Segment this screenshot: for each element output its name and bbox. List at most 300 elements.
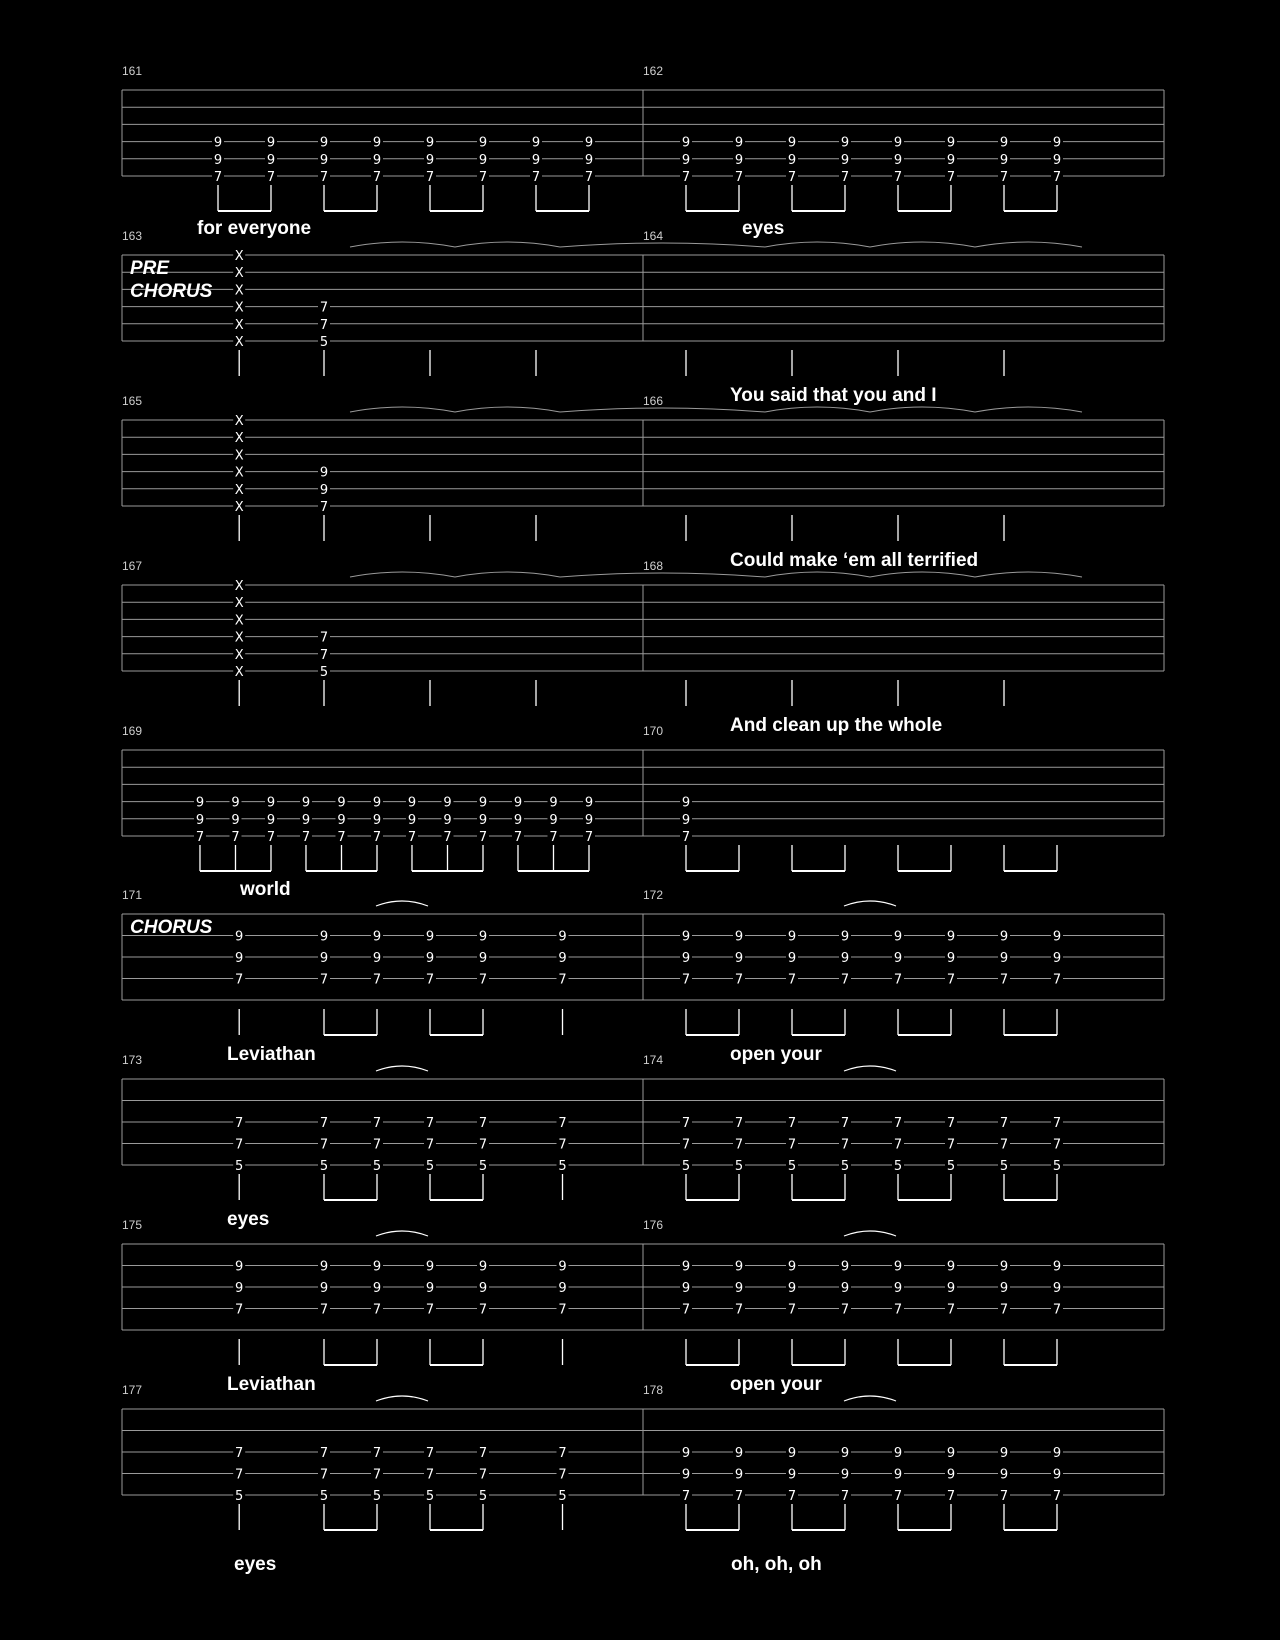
fret-number: 9 <box>478 1259 488 1275</box>
fret-number: 9 <box>337 795 346 811</box>
fret-number: 9 <box>787 1467 797 1483</box>
fret-number: 7 <box>999 170 1009 185</box>
fret-number: 9 <box>372 795 382 811</box>
fret-number: 9 <box>1052 135 1062 151</box>
fret-number: 9 <box>1052 152 1062 168</box>
fret-number: 7 <box>558 1137 567 1153</box>
fret-number: 9 <box>425 929 435 945</box>
fret-number: 7 <box>840 1137 850 1153</box>
fret-number: 7 <box>1052 1116 1062 1131</box>
fret-number: 9 <box>681 929 691 945</box>
fret-number: 7 <box>999 1489 1009 1504</box>
fret-number: 9 <box>999 1281 1009 1296</box>
fret-number: 9 <box>893 929 903 945</box>
dead-note: X <box>234 335 244 350</box>
fret-number: 7 <box>213 170 223 185</box>
lyric: You said that you and I <box>730 385 937 406</box>
tie <box>844 1396 896 1401</box>
fret-number: 9 <box>235 1259 244 1275</box>
fret-number: 5 <box>235 1159 244 1174</box>
fret-number: 7 <box>893 170 903 185</box>
measure-number: 163 <box>122 229 143 243</box>
fret-number: 7 <box>840 1302 850 1318</box>
fret-number: 9 <box>840 1259 850 1275</box>
fret-number: 9 <box>558 929 567 945</box>
fret-number: 9 <box>1052 951 1062 966</box>
fret-number: 9 <box>840 1446 850 1461</box>
measure-number: 173 <box>122 1053 143 1067</box>
fret-number: 9 <box>319 135 329 151</box>
dead-note: X <box>234 630 244 646</box>
dead-note: X <box>234 579 244 594</box>
tie <box>844 901 896 906</box>
fret-number: 9 <box>999 951 1009 966</box>
dead-note: X <box>234 283 244 299</box>
fret-number: 7 <box>372 830 382 845</box>
fret-number: 7 <box>478 1302 488 1318</box>
fret-number: 9 <box>372 1259 382 1275</box>
fret-number: 7 <box>999 1137 1009 1153</box>
fret-number: 9 <box>266 795 276 811</box>
fret-number: 9 <box>478 152 488 168</box>
fret-number: 7 <box>478 1116 488 1131</box>
fret-number: 7 <box>235 1302 244 1318</box>
fret-number: 9 <box>787 152 797 168</box>
fret-number: 7 <box>478 830 488 845</box>
fret-number: 9 <box>301 795 311 811</box>
fret-number: 9 <box>681 1446 691 1461</box>
fret-number: 7 <box>319 647 329 663</box>
fret-number: 7 <box>681 1302 691 1318</box>
lyric: Leviathan <box>227 1374 316 1395</box>
fret-number: 9 <box>1052 1281 1062 1296</box>
tie <box>560 243 765 247</box>
fret-number: 9 <box>893 951 903 966</box>
fret-number: 7 <box>946 1137 956 1153</box>
fret-number: 7 <box>319 1467 329 1483</box>
fret-number: 7 <box>231 830 240 845</box>
fret-number: 7 <box>319 1446 329 1461</box>
fret-number: 7 <box>372 1116 382 1131</box>
lyric: open your <box>730 1374 822 1395</box>
fret-number: 9 <box>787 135 797 151</box>
tie <box>560 573 765 577</box>
fret-number: 7 <box>319 317 329 333</box>
fret-number: 7 <box>840 1116 850 1131</box>
fret-number: 9 <box>734 1446 744 1461</box>
dead-note: X <box>234 665 244 680</box>
fret-number: 7 <box>1052 1302 1062 1318</box>
fret-number: 5 <box>999 1159 1009 1174</box>
fret-number: 7 <box>235 1446 244 1461</box>
fret-number: 9 <box>946 135 956 151</box>
fret-number: 7 <box>407 830 417 845</box>
fret-number: 9 <box>1052 1467 1062 1483</box>
fret-number: 7 <box>840 1489 850 1504</box>
lyric: And clean up the whole <box>730 715 943 736</box>
fret-number: 7 <box>840 170 850 185</box>
fret-number: 9 <box>584 795 594 811</box>
fret-number: 9 <box>946 1446 956 1461</box>
fret-number: 5 <box>425 1489 435 1504</box>
fret-number: 9 <box>478 795 488 811</box>
fret-number: 9 <box>1052 1259 1062 1275</box>
fret-number: 7 <box>425 1446 435 1461</box>
fret-number: 9 <box>407 812 417 828</box>
fret-number: 7 <box>372 1302 382 1318</box>
fret-number: 7 <box>893 972 903 988</box>
fret-number: 7 <box>946 1302 956 1318</box>
fret-number: 7 <box>787 972 797 988</box>
fret-number: 7 <box>787 1137 797 1153</box>
fret-number: 9 <box>584 135 594 151</box>
fret-number: 5 <box>734 1159 744 1174</box>
fret-number: 5 <box>478 1489 488 1504</box>
fret-number: 9 <box>840 1467 850 1483</box>
fret-number: 9 <box>999 1446 1009 1461</box>
fret-number: 9 <box>372 929 382 945</box>
measure-number: 172 <box>643 888 664 902</box>
fret-number: 5 <box>319 1489 329 1504</box>
dead-note: X <box>234 266 244 282</box>
lyric: world <box>240 879 291 900</box>
fret-number: 7 <box>319 300 329 316</box>
fret-number: 9 <box>787 1446 797 1461</box>
fret-number: 7 <box>734 972 744 988</box>
fret-number: 7 <box>337 830 346 845</box>
lyric: for everyone <box>197 218 312 239</box>
fret-number: 7 <box>478 972 488 988</box>
fret-number: 9 <box>235 951 244 966</box>
fret-number: 5 <box>558 1159 567 1174</box>
fret-number: 7 <box>999 1302 1009 1318</box>
fret-number: 9 <box>478 1281 488 1296</box>
fret-number: 9 <box>425 1259 435 1275</box>
fret-number: 9 <box>231 795 240 811</box>
fret-number: 7 <box>681 1116 691 1131</box>
fret-number: 5 <box>235 1489 244 1504</box>
fret-number: 7 <box>734 1116 744 1131</box>
fret-number: 9 <box>787 951 797 966</box>
fret-number: 7 <box>372 1467 382 1483</box>
fret-number: 9 <box>266 135 276 151</box>
fret-number: 9 <box>946 152 956 168</box>
fret-number: 9 <box>681 1467 691 1483</box>
dead-note: X <box>234 300 244 316</box>
fret-number: 9 <box>840 1281 850 1296</box>
fret-number: 7 <box>195 830 205 845</box>
fret-number: 7 <box>478 1137 488 1153</box>
fret-number: 9 <box>301 812 311 828</box>
fret-number: 9 <box>946 929 956 945</box>
measure-number: 169 <box>122 724 143 738</box>
fret-number: 7 <box>681 1489 691 1504</box>
measure-number: 162 <box>643 64 664 78</box>
fret-number: 7 <box>425 1302 435 1318</box>
fret-number: 9 <box>999 1467 1009 1483</box>
fret-number: 5 <box>319 335 329 350</box>
fret-number: 9 <box>319 951 329 966</box>
fret-number: 7 <box>549 830 558 845</box>
fret-number: 7 <box>734 170 744 185</box>
lyric: Leviathan <box>227 1044 316 1065</box>
fret-number: 9 <box>734 929 744 945</box>
fret-number: 7 <box>319 500 329 515</box>
fret-number: 9 <box>787 1281 797 1296</box>
fret-number: 7 <box>558 1116 567 1131</box>
fret-number: 9 <box>734 1259 744 1275</box>
fret-number: 9 <box>195 795 205 811</box>
fret-number: 9 <box>893 1281 903 1296</box>
measure-number: 167 <box>122 559 143 573</box>
fret-number: 7 <box>372 1446 382 1461</box>
fret-number: 9 <box>787 1259 797 1275</box>
fret-number: 5 <box>425 1159 435 1174</box>
measure-number: 174 <box>643 1053 664 1067</box>
fret-number: 9 <box>946 951 956 966</box>
fret-number: 7 <box>425 1116 435 1131</box>
fret-number: 9 <box>425 951 435 966</box>
fret-number: 7 <box>235 1116 244 1131</box>
dead-note: X <box>234 414 244 429</box>
fret-number: 9 <box>946 1259 956 1275</box>
fret-number: 9 <box>999 152 1009 168</box>
fret-number: 9 <box>213 135 223 151</box>
lyric: eyes <box>742 218 785 239</box>
fret-number: 9 <box>478 135 488 151</box>
fret-number: 5 <box>478 1159 488 1174</box>
fret-number: 9 <box>195 812 205 828</box>
fret-number: 7 <box>478 1446 488 1461</box>
fret-number: 9 <box>893 135 903 151</box>
fret-number: 9 <box>946 1281 956 1296</box>
fret-number: 9 <box>584 812 594 828</box>
fret-number: 5 <box>946 1159 956 1174</box>
fret-number: 7 <box>734 1137 744 1153</box>
fret-number: 9 <box>407 795 417 811</box>
measure-number: 178 <box>643 1383 664 1397</box>
fret-number: 7 <box>681 830 691 845</box>
fret-number: 9 <box>319 482 329 498</box>
fret-number: 7 <box>372 1137 382 1153</box>
fret-number: 9 <box>425 135 435 151</box>
dead-note: X <box>234 249 244 264</box>
fret-number: 9 <box>558 1281 567 1296</box>
fret-number: 9 <box>681 135 691 151</box>
fret-number: 9 <box>372 135 382 151</box>
fret-number: 5 <box>787 1159 797 1174</box>
fret-number: 9 <box>319 929 329 945</box>
fret-number: 7 <box>999 972 1009 988</box>
fret-number: 9 <box>681 152 691 168</box>
tie <box>376 1396 428 1401</box>
fret-number: 9 <box>681 812 691 828</box>
fret-number: 5 <box>319 665 329 680</box>
measure-number: 161 <box>122 64 143 78</box>
fret-number: 9 <box>999 929 1009 945</box>
fret-number: 7 <box>893 1302 903 1318</box>
fret-number: 9 <box>893 1467 903 1483</box>
fret-number: 7 <box>893 1137 903 1153</box>
dead-note: X <box>234 613 244 629</box>
fret-number: 9 <box>337 812 346 828</box>
fret-number: 9 <box>840 929 850 945</box>
fret-number: 7 <box>787 1116 797 1131</box>
fret-number: 7 <box>787 170 797 185</box>
fret-number: 7 <box>319 1116 329 1131</box>
measure-number: 165 <box>122 394 143 408</box>
fret-number: 9 <box>893 152 903 168</box>
fret-number: 7 <box>266 170 276 185</box>
fret-number: 7 <box>235 1137 244 1153</box>
fret-number: 9 <box>478 929 488 945</box>
fret-number: 5 <box>681 1159 691 1174</box>
fret-number: 9 <box>319 152 329 168</box>
fret-number: 7 <box>946 1116 956 1131</box>
fret-number: 9 <box>840 152 850 168</box>
fret-number: 9 <box>893 1446 903 1461</box>
fret-number: 7 <box>425 1137 435 1153</box>
fret-number: 5 <box>893 1159 903 1174</box>
fret-number: 9 <box>734 135 744 151</box>
fret-number: 9 <box>531 135 541 151</box>
fret-number: 9 <box>478 812 488 828</box>
fret-number: 7 <box>531 170 541 185</box>
fret-number: 9 <box>549 795 558 811</box>
dead-note: X <box>234 482 244 498</box>
dead-note: X <box>234 647 244 663</box>
fret-number: 9 <box>443 812 452 828</box>
fret-number: 7 <box>840 972 850 988</box>
fret-number: 7 <box>681 170 691 185</box>
fret-number: 9 <box>893 1259 903 1275</box>
fret-number: 7 <box>999 1116 1009 1131</box>
fret-number: 7 <box>946 972 956 988</box>
dead-note: X <box>234 465 244 481</box>
fret-number: 7 <box>1052 1137 1062 1153</box>
fret-number: 9 <box>425 152 435 168</box>
fret-number: 9 <box>681 795 691 811</box>
measure-number: 177 <box>122 1383 143 1397</box>
fret-number: 7 <box>734 1302 744 1318</box>
fret-number: 7 <box>319 1302 329 1318</box>
fret-number: 9 <box>319 465 329 481</box>
tie <box>376 1066 428 1071</box>
fret-number: 5 <box>1052 1159 1062 1174</box>
fret-number: 7 <box>425 170 435 185</box>
fret-number: 7 <box>681 972 691 988</box>
fret-number: 9 <box>840 135 850 151</box>
fret-number: 9 <box>734 1281 744 1296</box>
dead-note: X <box>234 448 244 464</box>
fret-number: 9 <box>787 929 797 945</box>
fret-number: 9 <box>513 795 523 811</box>
fret-number: 7 <box>787 1489 797 1504</box>
fret-number: 7 <box>946 170 956 185</box>
fret-number: 9 <box>372 152 382 168</box>
measure-number: 166 <box>643 394 664 408</box>
fret-number: 7 <box>558 972 567 988</box>
fret-number: 9 <box>235 1281 244 1296</box>
fret-number: 7 <box>734 1489 744 1504</box>
fret-number: 7 <box>319 170 329 185</box>
fret-number: 7 <box>787 1302 797 1318</box>
measure-number: 168 <box>643 559 664 573</box>
fret-number: 9 <box>1052 1446 1062 1461</box>
fret-number: 9 <box>734 1467 744 1483</box>
fret-number: 9 <box>999 135 1009 151</box>
tie <box>376 1231 428 1236</box>
dead-note: X <box>234 500 244 515</box>
fret-number: 7 <box>558 1302 567 1318</box>
fret-number: 7 <box>1052 972 1062 988</box>
measure-number: 175 <box>122 1218 143 1232</box>
fret-number: 7 <box>1052 170 1062 185</box>
fret-number: 7 <box>319 972 329 988</box>
fret-number: 7 <box>558 1467 567 1483</box>
lyric: open your <box>730 1044 822 1065</box>
fret-number: 7 <box>235 1467 244 1483</box>
fret-number: 7 <box>372 170 382 185</box>
fret-number: 9 <box>372 1281 382 1296</box>
fret-number: 9 <box>681 1281 691 1296</box>
fret-number: 9 <box>478 951 488 966</box>
fret-number: 7 <box>584 170 594 185</box>
measure-number: 171 <box>122 888 143 902</box>
fret-number: 7 <box>893 1116 903 1131</box>
fret-number: 5 <box>319 1159 329 1174</box>
fret-number: 7 <box>319 630 329 646</box>
fret-number: 7 <box>301 830 311 845</box>
fret-number: 7 <box>478 170 488 185</box>
fret-number: 9 <box>999 1259 1009 1275</box>
fret-number: 7 <box>584 830 594 845</box>
tie <box>376 901 428 906</box>
fret-number: 7 <box>372 972 382 988</box>
fret-number: 9 <box>681 951 691 966</box>
fret-number: 9 <box>266 152 276 168</box>
measure-number: 170 <box>643 724 664 738</box>
fret-number: 7 <box>319 1137 329 1153</box>
dead-note: X <box>234 596 244 612</box>
dead-note: X <box>234 317 244 333</box>
dead-note: X <box>234 431 244 447</box>
fret-number: 5 <box>840 1159 850 1174</box>
fret-number: 9 <box>443 795 452 811</box>
fret-number: 7 <box>478 1467 488 1483</box>
section-label: PRE CHORUS <box>130 258 213 302</box>
fret-number: 7 <box>425 972 435 988</box>
fret-number: 9 <box>231 812 240 828</box>
fret-number: 7 <box>235 972 244 988</box>
tie <box>844 1066 896 1071</box>
fret-number: 5 <box>558 1489 567 1504</box>
fret-number: 9 <box>549 812 558 828</box>
fret-number: 9 <box>213 152 223 168</box>
fret-number: 9 <box>319 1281 329 1296</box>
fret-number: 9 <box>372 951 382 966</box>
fret-number: 9 <box>584 152 594 168</box>
section-label: CHORUS <box>130 917 213 938</box>
fret-number: 9 <box>235 929 244 945</box>
lyric: oh, oh, oh <box>731 1554 822 1575</box>
fret-number: 7 <box>946 1489 956 1504</box>
fret-number: 9 <box>372 812 382 828</box>
fret-number: 7 <box>558 1446 567 1461</box>
tie <box>844 1231 896 1236</box>
lyric: eyes <box>234 1554 277 1575</box>
lyric: Could make ‘em all terrified <box>730 550 979 571</box>
